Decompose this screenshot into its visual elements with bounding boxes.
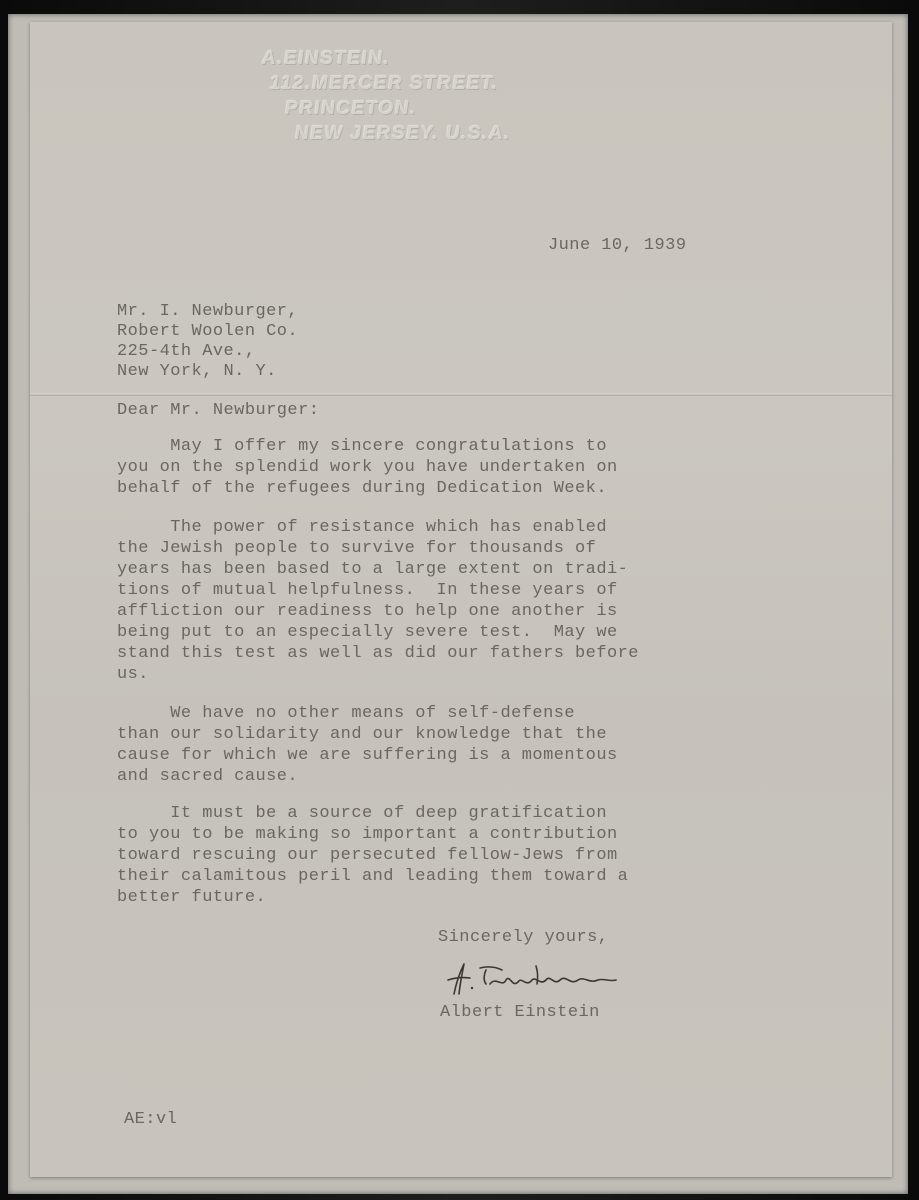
letterhead-name: A.EINSTEIN.	[260, 48, 392, 69]
body-line: their calamitous peril and leading them toward a	[117, 867, 629, 886]
letterhead-state: NEW JERSEY. U.S.A.	[293, 123, 513, 144]
reference-initials: AE:vl	[124, 1110, 178, 1129]
body-line: The power of resistance which has enabled	[117, 518, 607, 537]
body-line: We have no other means of self-defense	[117, 704, 576, 723]
body-line: being put to an especially severe test. May we	[117, 623, 618, 642]
paper-fold-crease	[30, 393, 892, 396]
body-line: and sacred cause.	[117, 767, 299, 786]
body-line: than our solidarity and our knowledge that the	[117, 725, 607, 744]
body-line: toward rescuing our persecuted fellow-Jews from	[117, 846, 618, 865]
body-line: behalf of the refugees during Dedication Week.	[117, 479, 607, 498]
letterhead-street: 112.MERCER STREET.	[268, 73, 501, 94]
body-line: stand this test as well as did our fathers before	[117, 644, 639, 663]
body-line: affliction our readiness to help one another is	[117, 602, 618, 621]
body-line: us.	[117, 665, 149, 684]
recipient-line-1: Mr. I. Newburger,	[117, 302, 299, 321]
body-line: May I offer my sincere congratulations to	[117, 437, 607, 456]
body-line: years has been based to a large extent on tradi-	[117, 560, 629, 579]
recipient-line-4: New York, N. Y.	[117, 362, 277, 381]
recipient-line-2: Robert Woolen Co.	[117, 322, 299, 341]
salutation: Dear Mr. Newburger:	[117, 401, 320, 420]
body-line: tions of mutual helpfulness. In these years of	[117, 581, 618, 600]
body-line: you on the splendid work you have undertaken on	[117, 458, 618, 477]
body-line: the Jewish people to survive for thousands of	[117, 539, 597, 558]
body-line: cause for which we are suffering is a momentous	[117, 746, 618, 765]
handwritten-signature	[440, 958, 630, 998]
closing: Sincerely yours,	[438, 928, 609, 947]
recipient-line-3: 225-4th Ave.,	[117, 342, 256, 361]
signer-name: Albert Einstein	[440, 1003, 600, 1022]
body-line: better future.	[117, 888, 267, 907]
letter-date: June 10, 1939	[548, 236, 687, 255]
body-line: It must be a source of deep gratification	[117, 804, 607, 823]
letterhead-city: PRINCETON.	[283, 98, 419, 119]
body-line: to you to be making so important a contribution	[117, 825, 618, 844]
